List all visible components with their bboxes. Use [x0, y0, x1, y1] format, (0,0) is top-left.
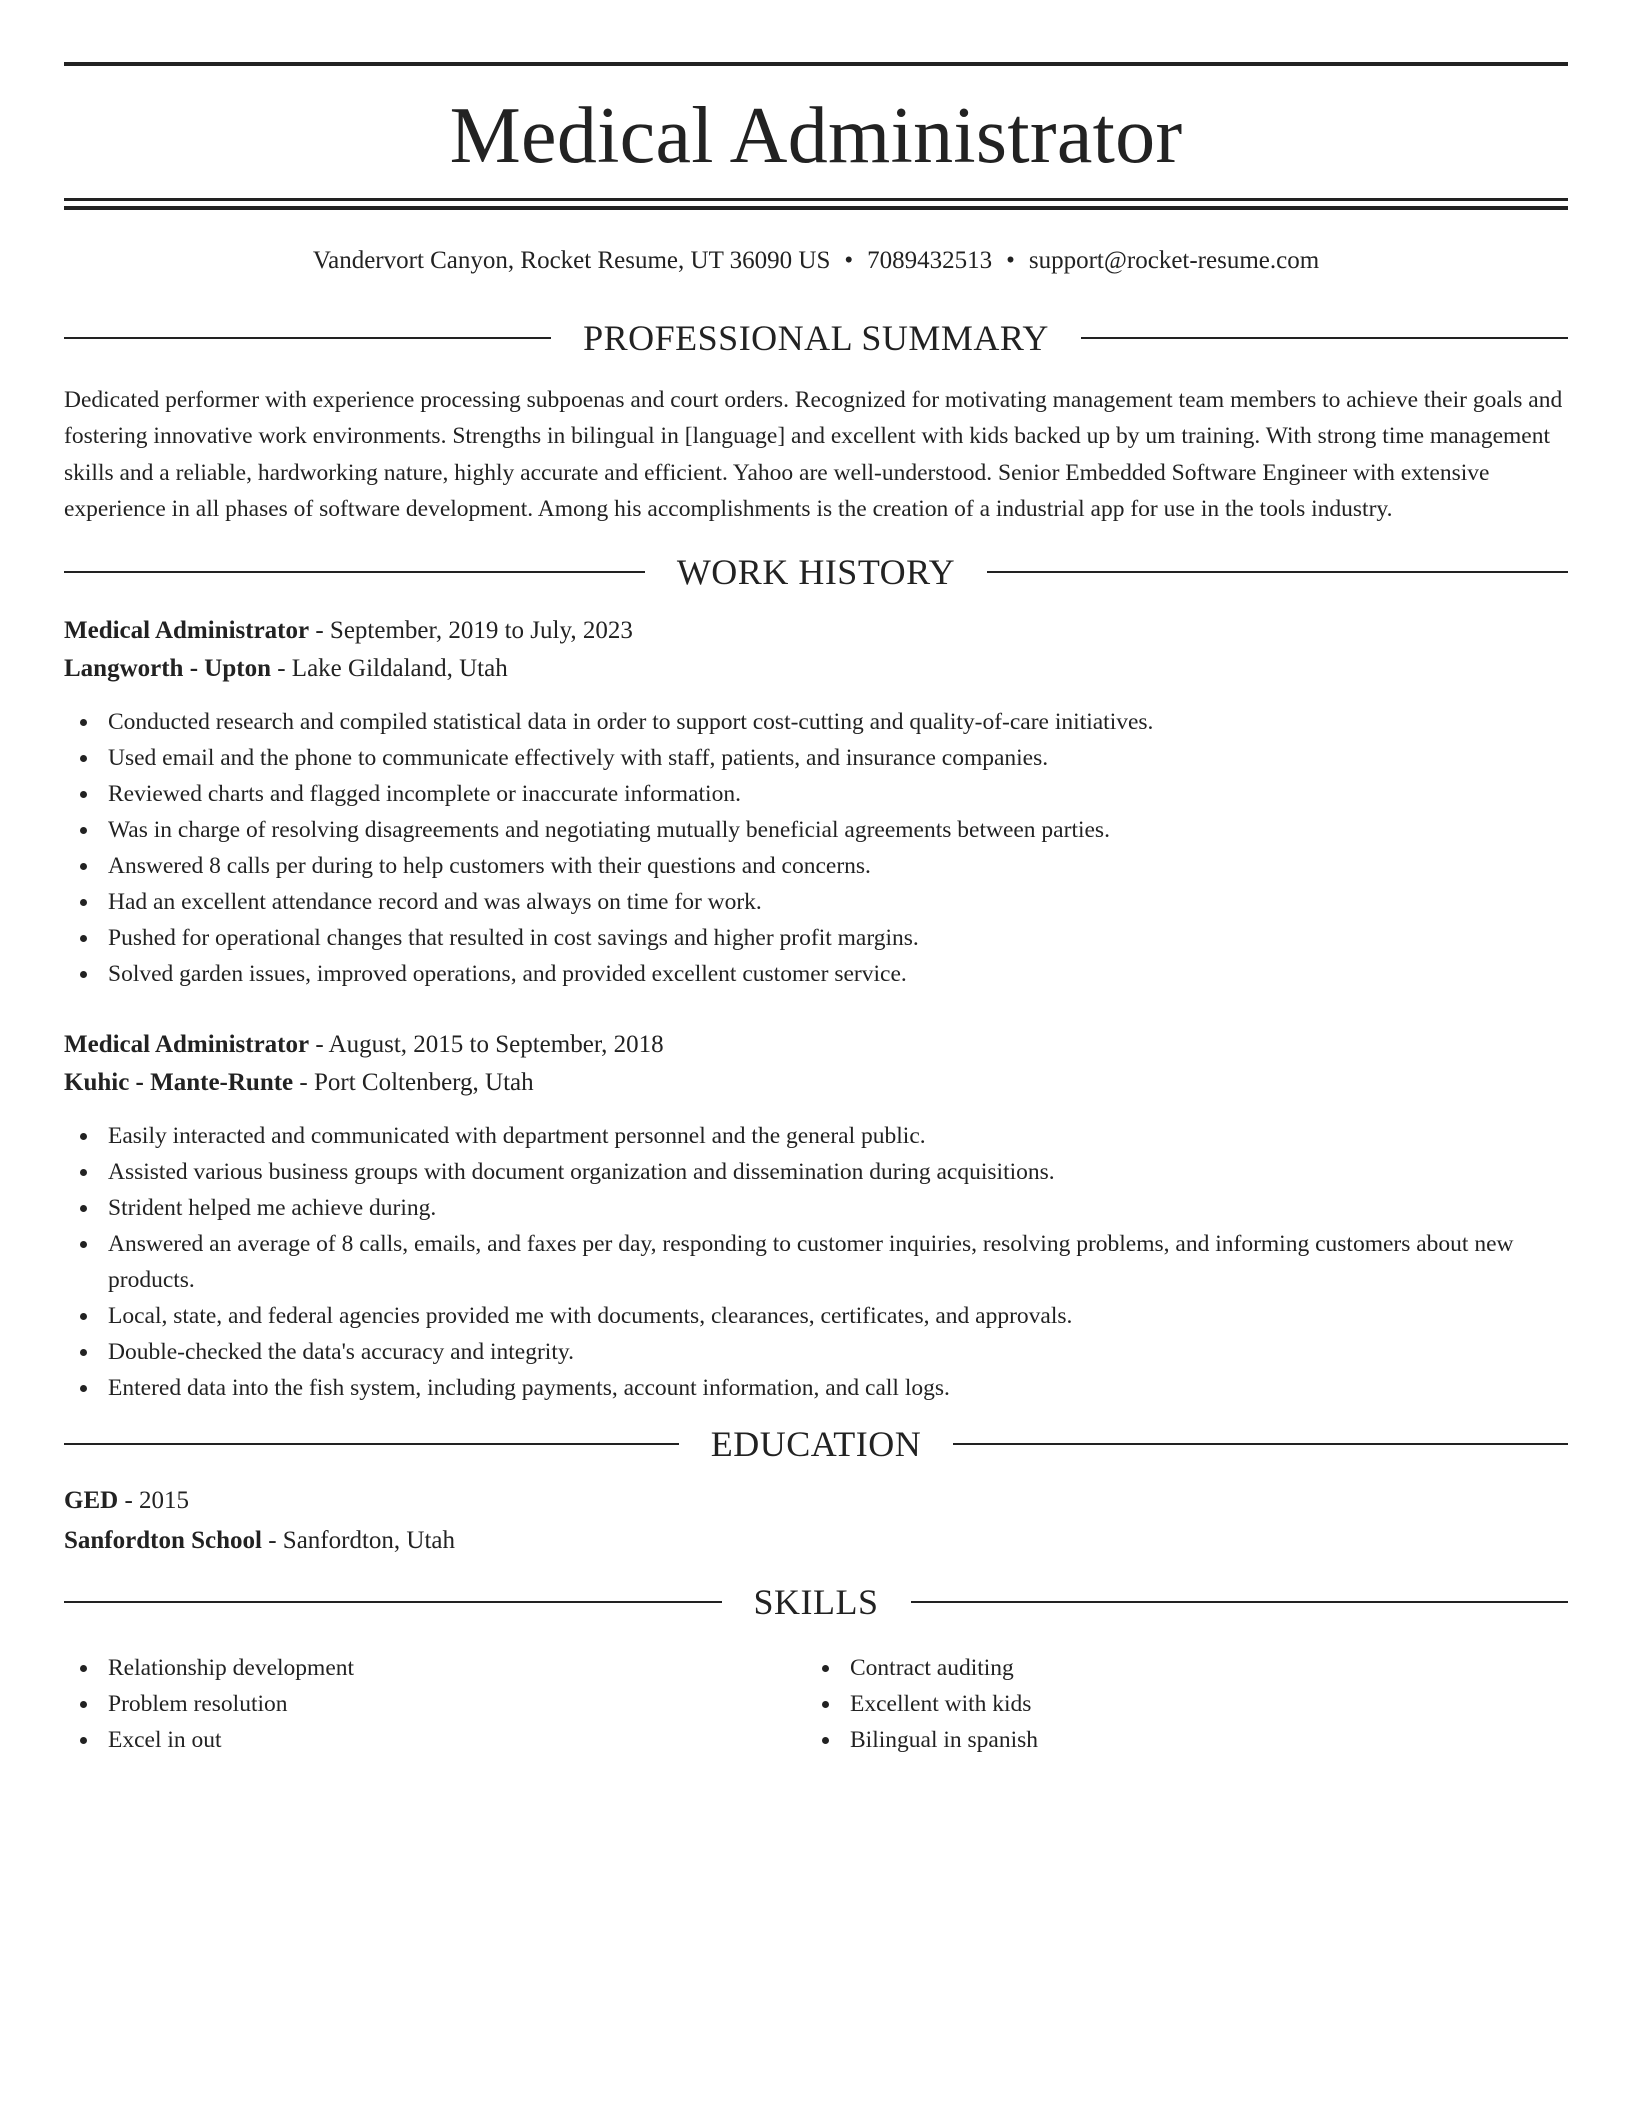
- job-dates: - August, 2015 to September, 2018: [309, 1030, 664, 1058]
- section-rule-right: [953, 1443, 1568, 1445]
- list-item: Conducted research and compiled statistical data in order to support cost-cutting and quality-of-care initiatives.: [64, 704, 1568, 740]
- section-rule-left: [64, 571, 645, 573]
- list-item: Answered an average of 8 calls, emails, and faxes per day, responding to customer inquiries, resolving problems, and informing customers about new products.: [64, 1226, 1568, 1298]
- work-heading: WORK HISTORY: [676, 551, 956, 592]
- job-bullets: [64, 1118, 1568, 1406]
- school-name: Sanfordton School: [64, 1526, 262, 1554]
- section-rule-right: [1081, 337, 1568, 339]
- contact-email[interactable]: support@rocket-resume.com: [1028, 247, 1320, 274]
- job-location: - Lake Gildaland, Utah: [270, 654, 508, 682]
- section-rule-left: [64, 1443, 679, 1445]
- job-bullets: [64, 704, 1568, 992]
- resume-page: [64, 62, 1568, 1758]
- list-item: Assisted various business groups with document organization and dissemination during acquisitions.: [64, 1154, 1568, 1190]
- list-item: Was in charge of resolving disagreements and negotiating mutually beneficial agreements between parties.: [64, 812, 1568, 848]
- skill-item: Excel in out: [64, 1722, 806, 1758]
- education-heading: EDUCATION: [710, 1423, 922, 1464]
- list-item: Used email and the phone to communicate effectively with staff, patients, and insurance companies.: [64, 740, 1568, 776]
- list-item: Answered 8 calls per during to help customers with their questions and concerns.: [64, 848, 1568, 884]
- section-rule-right: [987, 571, 1568, 573]
- summary-heading: PROFESSIONAL SUMMARY: [583, 318, 1049, 358]
- job-company-line: [64, 650, 1568, 688]
- skills-list-left: [64, 1650, 806, 1758]
- resume-title: Medical Administrator: [449, 92, 1183, 180]
- job-location: - Port Coltenberg, Utah: [293, 1068, 534, 1096]
- list-item: Local, state, and federal agencies provided me with documents, clearances, certificates, and approvals.: [64, 1298, 1568, 1334]
- education-entry: [64, 1482, 1568, 1560]
- skill-item: Contract auditing: [806, 1650, 1548, 1686]
- job-title-line: [64, 612, 1568, 650]
- summary-section-header: [64, 320, 1568, 356]
- list-item: Strident helped me achieve during.: [64, 1190, 1568, 1226]
- summary-text: Dedicated performer with experience processing subpoenas and court orders. Recognized for motivating management team members to achieve their goals and fostering innovative work environments. Strengths in bilingual in [language] and excellent with kids backed up by um training. With strong time management skills and a reliable, hardworking nature, highly accurate and efficient. Yahoo are well-understood. Senior Embedded Software Engineer with extensive experience in all phases of software development. Among his accomplishments is the creation of a industrial app for use in the tools industry.: [64, 387, 1563, 523]
- list-item: Had an excellent attendance record and was always on time for work.: [64, 884, 1568, 920]
- job-company: Kuhic - Mante-Runte: [64, 1068, 294, 1096]
- job-title: Medical Administrator: [64, 1030, 310, 1058]
- school-line: [64, 1522, 1568, 1560]
- skill-item: Relationship development: [64, 1650, 806, 1686]
- skill-item: Excellent with kids: [806, 1686, 1548, 1722]
- contact-separator: •: [844, 247, 854, 274]
- contact-phone: 7089432513: [867, 247, 993, 274]
- skill-item: Problem resolution: [64, 1686, 806, 1722]
- job-title-line: [64, 1026, 1568, 1064]
- skills-columns: [64, 1650, 1568, 1758]
- skills-section-header: [64, 1581, 1568, 1622]
- contact-address: Vandervort Canyon, Rocket Resume, UT 36090 US: [312, 247, 831, 274]
- contact-separator: •: [1006, 247, 1015, 274]
- job-company-line: [64, 1064, 1568, 1102]
- top-rule: [64, 62, 1568, 66]
- section-rule-left: [64, 1601, 722, 1603]
- job-company: Langworth - Upton: [64, 654, 271, 682]
- work-section-header: [64, 551, 1568, 592]
- contact-line: [64, 246, 1568, 276]
- school-location: - Sanfordton, Utah: [261, 1526, 455, 1554]
- skill-item: Bilingual in spanish: [806, 1722, 1548, 1758]
- job-entry: [64, 1026, 1568, 1406]
- list-item: Pushed for operational changes that resulted in cost savings and higher profit margins.: [64, 920, 1568, 956]
- degree-line: [64, 1482, 1568, 1520]
- list-item: Double-checked the data's accuracy and integrity.: [64, 1334, 1568, 1370]
- list-item: Solved garden issues, improved operations, and provided excellent customer service.: [64, 956, 1568, 992]
- degree-year: - 2015: [118, 1486, 190, 1514]
- job-entry: [64, 612, 1568, 992]
- list-item: Entered data into the fish system, including payments, account information, and call logs.: [64, 1370, 1568, 1406]
- list-item: Reviewed charts and flagged incomplete or inaccurate information.: [64, 776, 1568, 812]
- education-section-header: [64, 1423, 1568, 1464]
- section-rule-left: [64, 337, 551, 339]
- job-title: Medical Administrator: [64, 616, 310, 644]
- section-rule-right: [911, 1601, 1569, 1603]
- job-dates: - September, 2019 to July, 2023: [309, 616, 633, 644]
- title-double-rule: [64, 198, 1568, 210]
- degree: GED: [64, 1486, 119, 1514]
- list-item: Easily interacted and communicated with department personnel and the general public.: [64, 1118, 1568, 1154]
- skills-list-right: [806, 1650, 1548, 1758]
- skills-heading: SKILLS: [753, 1581, 879, 1622]
